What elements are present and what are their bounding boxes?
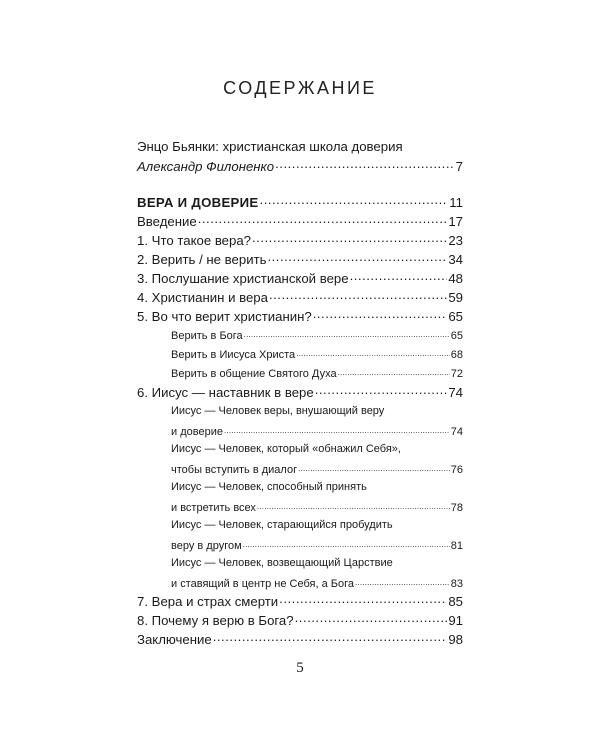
toc-entry[interactable]	[137, 593, 463, 609]
toc-sub-entry[interactable]	[137, 424, 463, 438]
toc-entry-text: Иисус — Человек веры, внушающий веру	[171, 405, 385, 417]
toc-section-heading[interactable]	[137, 194, 463, 210]
toc-entry[interactable]	[137, 232, 463, 248]
toc-entry-text: 7. Вера и страх смерти	[137, 594, 279, 610]
leader-dots	[295, 612, 448, 625]
toc-entry[interactable]	[137, 289, 463, 305]
toc-page-number: 81	[450, 540, 463, 552]
toc-entry[interactable]	[137, 631, 463, 647]
toc-entry-text: 5. Во что верит христианин?	[137, 309, 312, 325]
toc-entry[interactable]	[137, 308, 463, 324]
toc-sub-entry-line[interactable]	[137, 519, 463, 531]
toc-entry-text: чтобы вступить в диалог	[171, 464, 298, 476]
page-number-footer: 5	[296, 660, 304, 676]
toc-entry-text: 3. Послушание христианской вере	[137, 271, 349, 287]
toc-sub-entry-line[interactable]	[137, 443, 463, 455]
toc-entry-text: Иисус — Человек, старающийся пробудить	[171, 519, 393, 531]
leader-dots	[313, 308, 448, 321]
leader-dots	[296, 347, 450, 358]
toc-entry[interactable]	[137, 270, 463, 286]
leader-dots	[355, 576, 450, 587]
leader-dots	[198, 213, 448, 226]
toc-page-number: 72	[450, 368, 463, 380]
toc-entry-text: ВЕРА И ДОВЕРИЕ	[137, 195, 259, 211]
toc-sub-entry[interactable]	[137, 538, 463, 552]
toc-intro-line-2[interactable]	[137, 158, 463, 174]
toc-entry-text: веру в другом	[171, 540, 242, 552]
toc-entry-text: 4. Христианин и вера	[137, 290, 268, 306]
toc-entry-text: и встретить всех	[171, 502, 256, 514]
toc-entry-text: Иисус — Человек, способный принять	[171, 481, 367, 493]
toc-entry-text: 8. Почему я верю в Бога?	[137, 613, 294, 629]
toc-page-number: 98	[448, 632, 463, 648]
toc-entry-text: и ставящий в центр не Себя, а Бога	[171, 578, 354, 590]
toc-intro-line-1	[137, 139, 463, 154]
toc-page-number: 7	[455, 159, 463, 175]
toc-sub-entry-line[interactable]	[137, 557, 463, 569]
toc-entry[interactable]	[137, 213, 463, 229]
toc-entry-text: Иисус — Человек, который «обнажил Себя»,	[171, 443, 401, 455]
toc-entry-text: Иисус — Человек, возвещающий Царствие	[171, 557, 393, 569]
toc-sub-entry[interactable]	[137, 576, 463, 590]
toc-sub-entry[interactable]	[137, 328, 463, 342]
toc-entry-text: Верить в общение Святого Духа	[171, 368, 337, 380]
toc-sub-entry[interactable]	[137, 347, 463, 361]
toc-page-number: 17	[448, 214, 463, 230]
leader-dots	[350, 270, 448, 283]
leader-dots	[275, 158, 455, 171]
toc-entry-text: 6. Иисус — наставник в вере	[137, 385, 314, 401]
leader-dots	[315, 384, 448, 397]
toc-page-number: 11	[449, 195, 463, 211]
toc-page-number: 91	[448, 613, 463, 629]
toc-entry-text: Заключение	[137, 632, 212, 648]
toc-entry[interactable]	[137, 251, 463, 267]
toc-page-number: 48	[448, 271, 463, 287]
toc-entry-text: и доверие	[171, 426, 223, 438]
toc-sub-entry[interactable]	[137, 366, 463, 380]
leader-dots	[298, 462, 450, 473]
toc-page-number: 85	[448, 594, 463, 610]
toc-entry-text: Введение	[137, 214, 197, 230]
leader-dots	[243, 538, 450, 549]
leader-dots	[269, 289, 447, 302]
toc-sub-entry[interactable]	[137, 500, 463, 514]
toc-page-number: 78	[450, 502, 463, 514]
leader-dots	[257, 500, 450, 511]
toc-intro-author: Александр Филоненко	[137, 159, 275, 175]
toc-page-number: 59	[448, 290, 463, 306]
toc-entry-text: Верить в Иисуса Христа	[171, 349, 296, 361]
leader-dots	[279, 593, 447, 606]
toc-entry-text: Верить в Бога	[171, 330, 243, 342]
page-title: СОДЕРЖАНИЕ	[223, 78, 377, 98]
toc-page-number: 74	[448, 385, 463, 401]
leader-dots	[260, 194, 449, 207]
toc-entry-text: 2. Верить / не верить	[137, 252, 267, 268]
toc-page-number: 23	[448, 233, 463, 249]
toc-sub-entry-line[interactable]	[137, 405, 463, 417]
leader-dots	[224, 424, 450, 435]
leader-dots	[213, 631, 448, 644]
leader-dots	[267, 251, 447, 264]
toc-entry-text: 1. Что такое вера?	[137, 233, 252, 249]
leader-dots	[252, 232, 447, 245]
toc-sub-entry[interactable]	[137, 462, 463, 476]
toc-page-number: 83	[450, 578, 463, 590]
toc-entry[interactable]	[137, 612, 463, 628]
toc-sub-entry-line[interactable]	[137, 481, 463, 493]
toc-intro-title: Энцо Бьянки: христианская школа доверия	[137, 139, 403, 154]
toc-page-number: 65	[448, 309, 463, 325]
toc-page-number: 68	[450, 349, 463, 361]
leader-dots	[338, 366, 450, 377]
toc-page-number: 74	[450, 426, 463, 438]
toc-page-number: 76	[450, 464, 463, 476]
leader-dots	[244, 328, 450, 339]
toc-entry[interactable]	[137, 384, 463, 400]
toc-page-number: 34	[448, 252, 463, 268]
toc-page-number: 65	[450, 330, 463, 342]
